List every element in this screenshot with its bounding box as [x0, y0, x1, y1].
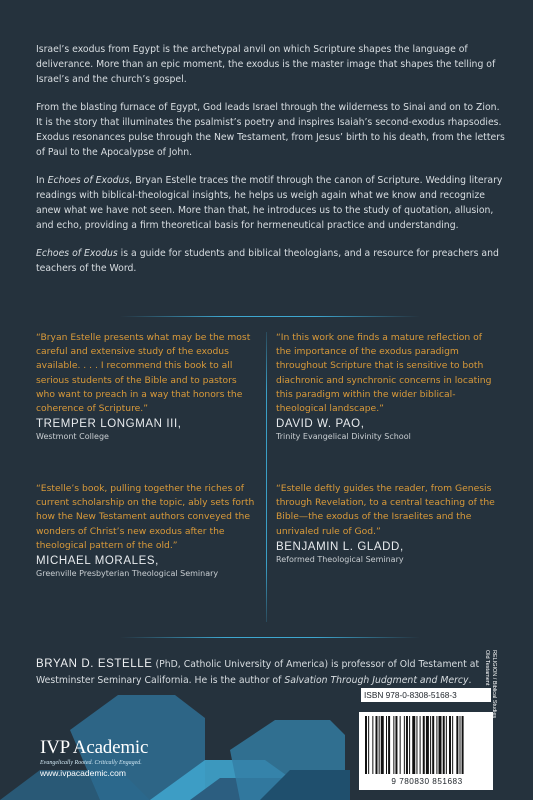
- book-title-italic: Echoes of Exodus: [47, 175, 130, 186]
- barcode-bars: [363, 716, 489, 774]
- author-name: BRYAN D. ESTELLE: [36, 658, 153, 670]
- endorsement-text: “Bryan Estelle presents what may be the most careful and extensive study of the exodus available. . . . I recommend this book to all serious students of the Bible and to pastors who want to preach in a way that honors the coherence of Scripture.”: [36, 332, 251, 415]
- author-bio: BRYAN D. ESTELLE (PhD, Catholic University of America) is professor of Old Testament at Westminster Seminary California. He is the author of Salvation Through Judgment and Mercy.: [36, 658, 480, 686]
- description-paragraph-2: From the blasting furnace of Egypt, God leads Israel through the wilderness to Sinai and on to Zion. It is the story that illuminates the psalmist’s poetry and inspires Isaiah’s second-exodus rhapsodies. Exodus resonances pulse through the New Testament, from Jesus’ birth to his death, from the letters of Paul to the Apocalypse of John.: [36, 102, 505, 158]
- barcode-digits: 9 780830 851683: [391, 777, 463, 786]
- endorser-name: MICHAEL MORALES,: [36, 555, 159, 568]
- endorser-affiliation: Westmont College: [36, 432, 109, 442]
- endorsement-morales: [36, 482, 256, 578]
- endorser-affiliation: Greenville Presbyterian Theological Seminary: [36, 569, 219, 579]
- endorsement-text: “In this work one finds a mature reflection of the importance of the exodus paradigm throughout Scripture that is sensitive to both diachronic and synchronic concerns in locating this paradigm within the wider biblical-theological landscape.”: [276, 332, 492, 415]
- endorsement-text: “Estelle deftly guides the reader, from Genesis through Revelation, to a central teaching of the Bible—the exodus of the Israelites and the unrivaled rule of God.”: [276, 483, 495, 537]
- author-book-title: Salvation Through Judgment and Mercy: [284, 675, 469, 686]
- endorser-affiliation: Trinity Evangelical Divinity School: [276, 432, 411, 442]
- publisher-logo: [40, 737, 148, 778]
- endorsement-pao: [276, 331, 496, 441]
- endorser-name: TREMPER LONGMAN III,: [36, 418, 182, 431]
- top-divider: [120, 316, 420, 317]
- endorsement-gladd: [276, 482, 496, 564]
- description-paragraph-3: In Echoes of Exodus, Bryan Estelle traces the motif through the canon of Scripture. Wedding literary readings with biblical-theological insights, he helps us weigh again what we know and recognize anew what we have not seen. More than that, he introduces us to the study of quotation, allusion, and echo, providing a firm theoretical basis for hermeneutical practice and understanding.: [36, 175, 503, 231]
- bisac-category: RELIGION / Biblical Studies Old Testament: [484, 650, 497, 719]
- publisher-tagline: Evangelically Rooted. Critically Engaged.: [40, 760, 142, 766]
- publisher-brand: IVP Academic: [40, 737, 149, 758]
- isbn-label: ISBN 978-0-8308-5168-3: [361, 688, 491, 702]
- description-paragraph-4: Echoes of Exodus is a guide for students and biblical theologians, and a resource for preachers and teachers of the Word.: [36, 248, 499, 274]
- endorsement-longman: [36, 331, 256, 441]
- column-divider: [266, 332, 267, 622]
- description-paragraph-1: Israel’s exodus from Egypt is the archetypal anvil on which Scripture shapes the language of deliverance. More than an epic moment, the exodus is the master image that shapes the telling of Israel’s and the church’s gospel.: [36, 44, 496, 85]
- endorser-name: BENJAMIN L. GLADD,: [276, 540, 404, 553]
- endorsement-text: “Estelle’s book, pulling together the riches of current scholarship on the topic, ably sets forth how the New Testament authors conveyed the wonders of Christ’s new exodus after the theological pattern of the old.”: [36, 483, 255, 551]
- publisher-url: www.ivpacademic.com: [40, 768, 126, 778]
- endorser-name: DAVID W. PAO,: [276, 418, 365, 431]
- book-title-italic: Echoes of Exodus: [36, 248, 118, 259]
- book-description: [36, 42, 506, 287]
- bottom-divider: [120, 637, 420, 638]
- endorser-affiliation: Reformed Theological Seminary: [276, 554, 404, 564]
